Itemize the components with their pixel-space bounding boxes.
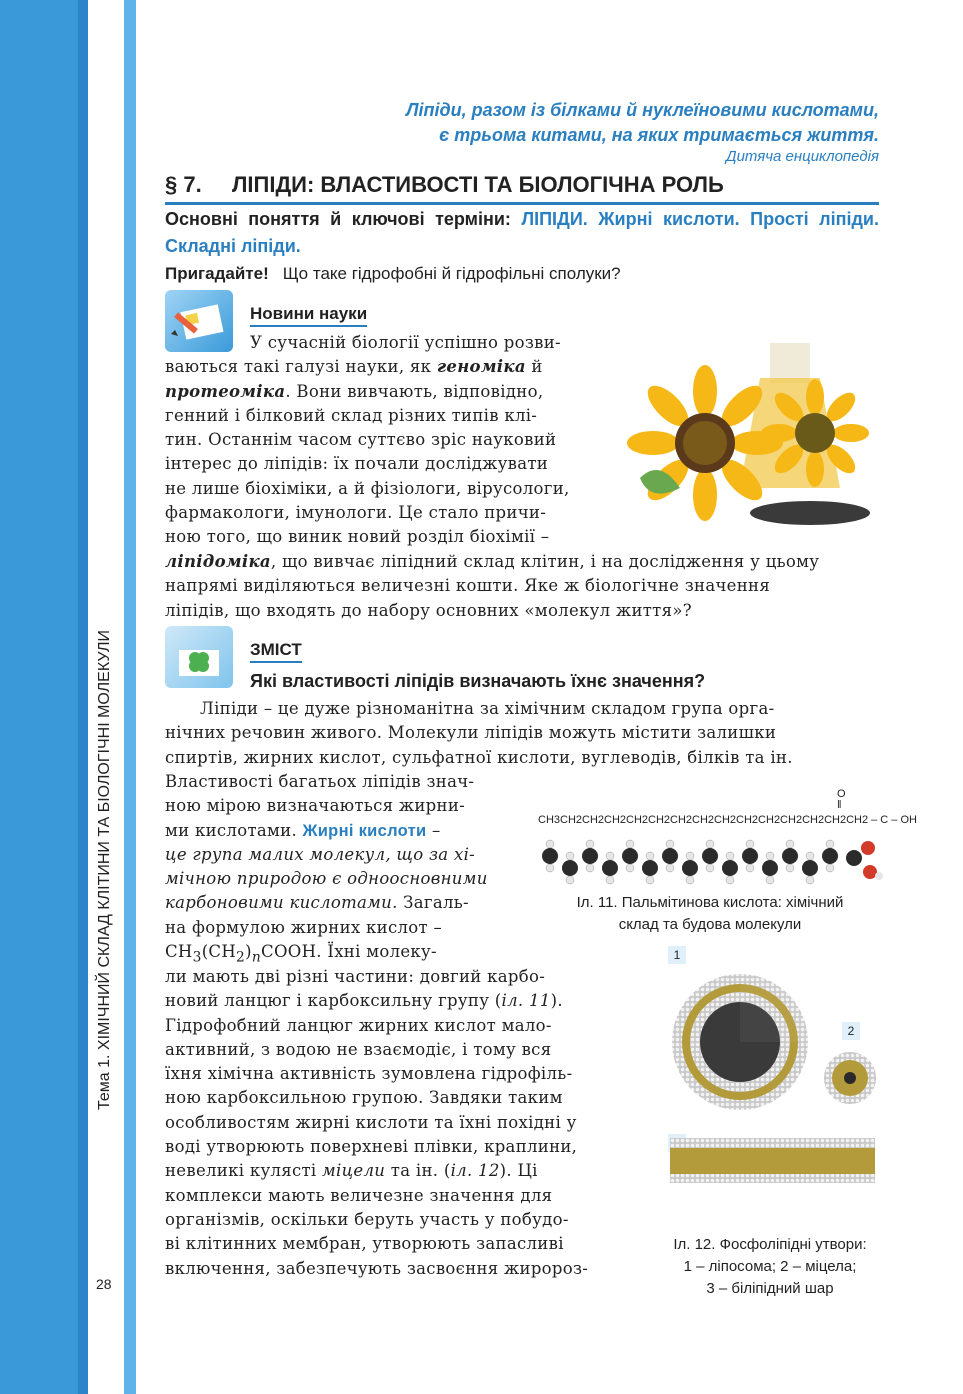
text-line: воді утворюють поверхневі плівки, краплини, [165, 1137, 578, 1157]
text-line: новий ланцюг і карбоксильну групу (іл. 11). [165, 991, 563, 1011]
text-line: активний, з водою не взаємодіє, і тому вся [165, 1039, 552, 1059]
sunflower-right [761, 379, 869, 487]
text-line: включення, забезпечують засвоєння жиророз- [165, 1258, 589, 1278]
figure12-label-2: 2 [842, 1022, 860, 1040]
remember-label: Пригадайте! [165, 264, 269, 283]
section-number: § 7. [165, 172, 202, 197]
content-question: Які властивості ліпідів визначають їхнє значення? [250, 671, 706, 691]
text-line: це група малих молекул, що за хі- [165, 844, 476, 864]
figure12-caption [655, 1234, 885, 1300]
section-title: ЛІПІДИ: ВЛАСТИВОСТІ ТА БІОЛОГІЧНА РОЛЬ [232, 172, 724, 197]
text-line: комплекси мають величезне значення для [165, 1185, 553, 1205]
news-text-wide [165, 550, 879, 623]
text-line: напрямі виділяються величезні кошти. Яке ж біологічне значення [165, 576, 771, 596]
sunflower-left [627, 365, 783, 521]
sunflower-oil-image [620, 338, 880, 528]
text-line: спиртів, жирних кислот, сульфатної кислоти, вуглеводів, білків та ін. [165, 747, 793, 767]
formula-double-bond: ‖ [837, 799, 842, 811]
text-line: карбоновими кислотами. Загаль- [165, 893, 469, 913]
news-text [165, 331, 603, 550]
page-number: 28 [96, 1276, 112, 1292]
text-line: ліпідоміка, що вивчає ліпідний склад клітин, і на дослідження у цьому [165, 552, 820, 571]
phospholipid-structures-image [670, 958, 880, 1183]
text-line: протеоміка. Вони вивчають, відповідно, [165, 381, 544, 401]
palmitic-molecule-model [538, 836, 883, 886]
text-line: тин. Останнім часом суттєво зріс науковий [165, 430, 557, 450]
text-line: особливостям жирні кислоти та їхні похідні у [165, 1112, 577, 1132]
content-text-lower [165, 965, 637, 1281]
text-line: ліпідів, що входять до набору основних «молекул життя»? [165, 600, 692, 620]
text-line: Гідрофобний ланцюг жирних кислот мало- [165, 1015, 552, 1035]
caption-line: Іл. 11. Пальмітинова кислота: хімічний [576, 894, 844, 911]
epigraph [406, 98, 879, 148]
text-line: Ліпіди – це дуже різноманітна за хімічним складом група орга- [200, 699, 775, 718]
text-line: генний і білковий склад різних типів клі- [165, 405, 538, 425]
text-line: ми кислотами. Жирні кислоти – [165, 820, 441, 840]
sidebar-stripe [0, 0, 90, 1394]
key-concepts-terms: ЛІПІДИ. Жирні кислоти. Прості ліпіди. Складні ліпіди. [165, 209, 879, 256]
content-title: ЗМІСТ [250, 640, 302, 660]
caption-line: склад та будова молекули [618, 916, 802, 933]
formula-oxygen: O [837, 788, 846, 800]
text-line: $CH_3(CH_2)_nCOOH$. Їхні молеку- [165, 942, 437, 966]
remember-prompt [165, 264, 621, 284]
text-line: організмів, оскільки беруть участь у побудо- [165, 1209, 569, 1229]
text-line: ною того, що виник новий розділ біохімії – [165, 527, 550, 547]
key-concepts [165, 206, 879, 260]
text-line: мічною природою є одноосновними [165, 869, 488, 889]
epigraph-source: Дитяча енциклопедія [726, 148, 879, 165]
content-intro [165, 697, 879, 770]
caption-line: Іл. 12. Фосфоліпідні утвори: [673, 1236, 867, 1253]
topic-label: Тема 1. ХІМІЧНИЙ СКЛАД КЛІТИНИ ТА БІОЛОГІЧНІ МОЛЕКУЛИ [96, 630, 113, 1110]
caption-line: 1 – ліпосома; 2 – міцела; [683, 1258, 857, 1275]
formula-chain: CH3CH2CH2CH2CH2CH2CH2CH2CH2CH2CH2CH2CH2CH2CH2 – C – OH [538, 814, 917, 826]
epigraph-line: є трьома китами, на яких тримається життя. [439, 125, 879, 145]
text-line: У сучасній біології успішно розви- [250, 333, 561, 352]
figure12-label-1: 1 [668, 946, 686, 964]
clover-icon [165, 626, 233, 688]
section-heading [165, 172, 879, 205]
caption-line: 3 – біліпідний шар [706, 1280, 834, 1297]
text-line: Властивості багатьох ліпідів знач- [165, 772, 475, 791]
figure11-caption [545, 892, 875, 936]
text-line: ві клітинних мембран, утворюють запасливі [165, 1234, 564, 1254]
text-line: не лише біохіміки, а й фізіологи, вірусологи, [165, 478, 570, 498]
text-line: невеликі кулясті міцели та ін. (іл. 12). Ці [165, 1161, 538, 1181]
liposome [672, 974, 808, 1110]
topic-band [124, 0, 136, 1394]
remember-question: Що таке гідрофобні й гідрофільні сполуки? [282, 264, 621, 283]
text-line: ли мають дві різні частини: довгий карбо- [165, 967, 546, 986]
content-text-narrow [165, 770, 515, 970]
key-concepts-label: Основні поняття й ключові терміни: [165, 209, 511, 229]
news-title: Новини науки [250, 304, 367, 324]
text-line: ною карбоксильною групою. Завдяки таким [165, 1088, 563, 1108]
epigraph-line: Ліпіди, разом із білками й нуклеїновими кислотами, [406, 100, 879, 120]
text-line: на формулою жирних кислот – [165, 917, 443, 937]
bilayer [670, 1138, 875, 1183]
text-line: нічних речовин живого. Молекули ліпідів можуть містити залишки [165, 723, 777, 743]
text-line: їхня хімічна активність зумовлена гідрофіль- [165, 1064, 573, 1084]
text-line: ваються такі галузі науки, як геноміка й [165, 357, 543, 377]
micelle [824, 1052, 876, 1104]
text-line: фармакологи, імунологи. Це стало причи- [165, 503, 547, 523]
text-line: інтерес до ліпідів: їх почали досліджувати [165, 454, 549, 474]
text-line: ною мірою визначаються жирни- [165, 796, 466, 816]
